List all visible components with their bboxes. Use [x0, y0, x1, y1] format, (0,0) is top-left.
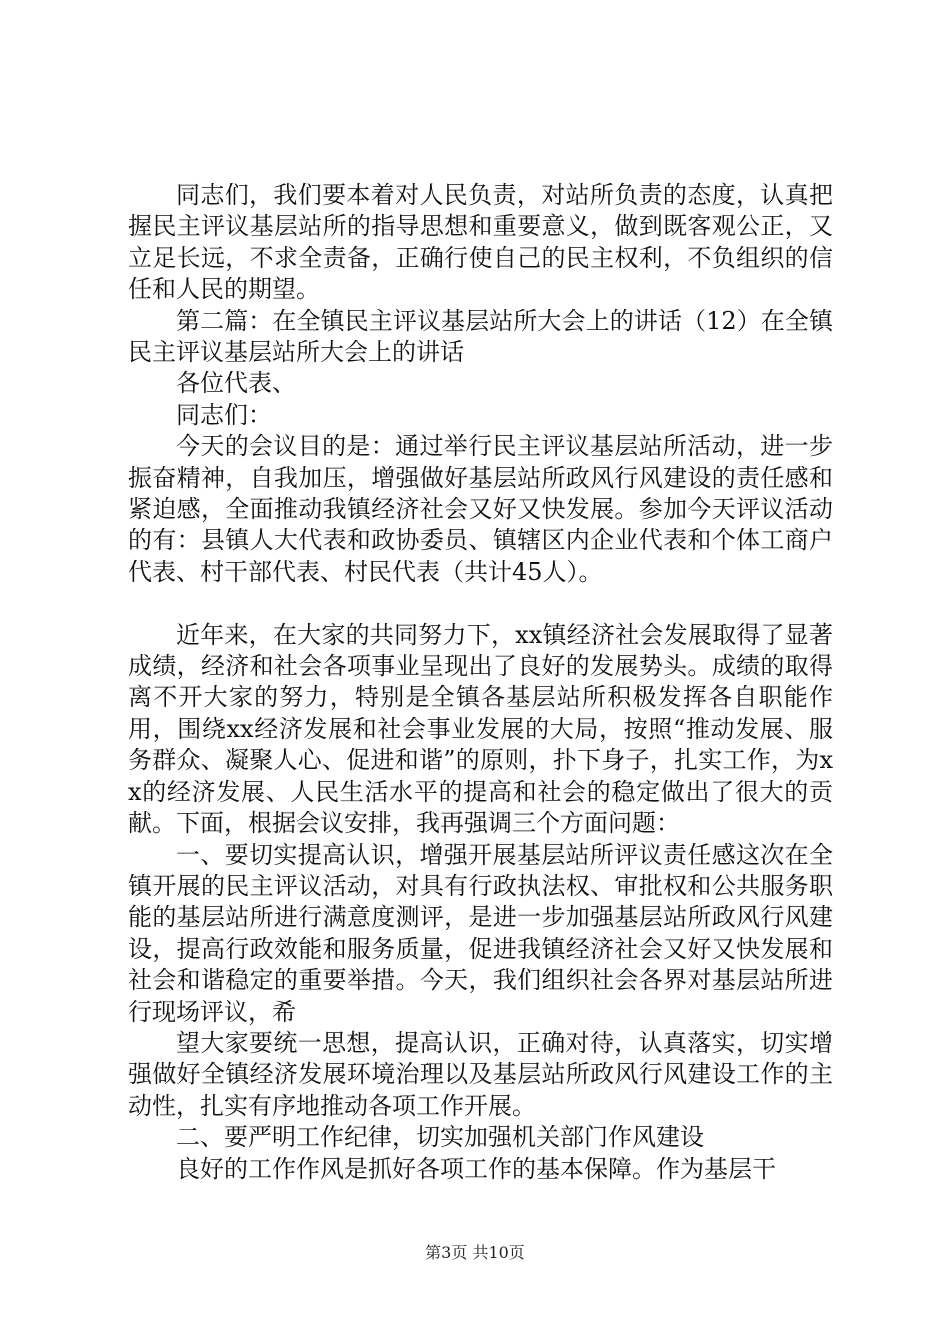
paragraph-salutation-comrades: 同志们：	[176, 400, 272, 429]
paragraph-recent-achievements: 近年来，在大家的共同努力下，xx镇经济社会发展取得了显著成绩，经济和社会各项事业呈现出了良好的发展势头。成绩的取得离不开大家的努力，特别是全镇各基层站所积极发挥各自职能作用，围绕xx经济发展和社会事业发展的大局，按照“推动发展、服务群众、凝聚人心、促进和谐”的原则，扑下身子，扎实工作，为xx的经济发展、人民生活水平的提高和社会的稳定做出了很大的贡献。下面，根据会议安排，我再强调三个方面问题：	[128, 620, 833, 838]
paragraph-point-one: 一、要切实提高认识，增强开展基层站所评议责任感这次在全镇开展的民主评议活动，对具有行政执法权、审批权和公共服务职能的基层站所进行满意度测评，是进一步加强基层站所政风行风建设，提高行政效能和服务质量，促进我镇经济社会又好又快发展和社会和谐稳定的重要举措。今天，我们组织社会各界对基层站所进行现场评议，希	[128, 840, 833, 1026]
paragraph-point-two-body: 良好的工作作风是抓好各项工作的基本保障。作为基层干	[176, 1154, 776, 1183]
paragraph-meeting-purpose: 今天的会议目的是：通过举行民主评议基层站所活动，进一步振奋精神，自我加压，增强做好基层站所政风行风建设的责任感和紧迫感，全面推动我镇经济社会又好又快发展。参加今天评议活动的有：县镇人大代表和政协委员、镇辖区内企业代表和个体工商户代表、村干部代表、村民代表（共计45人）。	[128, 432, 833, 586]
page-number-footer: 第3页 共10页	[425, 1243, 525, 1262]
paragraph-second-article-title: 第二篇：在全镇民主评议基层站所大会上的讲话（12）在全镇民主评议基层站所大会上的讲话	[128, 306, 833, 367]
paragraph-point-two-heading: 二、要严明工作纪律，切实加强机关部门作风建设	[176, 1123, 704, 1152]
paragraph-salutation-representatives: 各位代表、	[176, 369, 296, 398]
document-body	[128, 180, 833, 1185]
paragraph-closing-remarks: 同志们，我们要本着对人民负责，对站所负责的态度，认真把握民主评议基层站所的指导思想和重要意义，做到既客观公正，又立足长远，不求全责备，正确行使自己的民主权利，不负组织的信任和人民的期望。	[128, 181, 833, 304]
paragraph-point-one-continued: 望大家要统一思想，提高认识，正确对待，认真落实，切实增强做好全镇经济发展环境治理以及基层站所政风行风建设工作的主动性，扎实有序地推动各项工作开展。	[128, 1028, 833, 1120]
